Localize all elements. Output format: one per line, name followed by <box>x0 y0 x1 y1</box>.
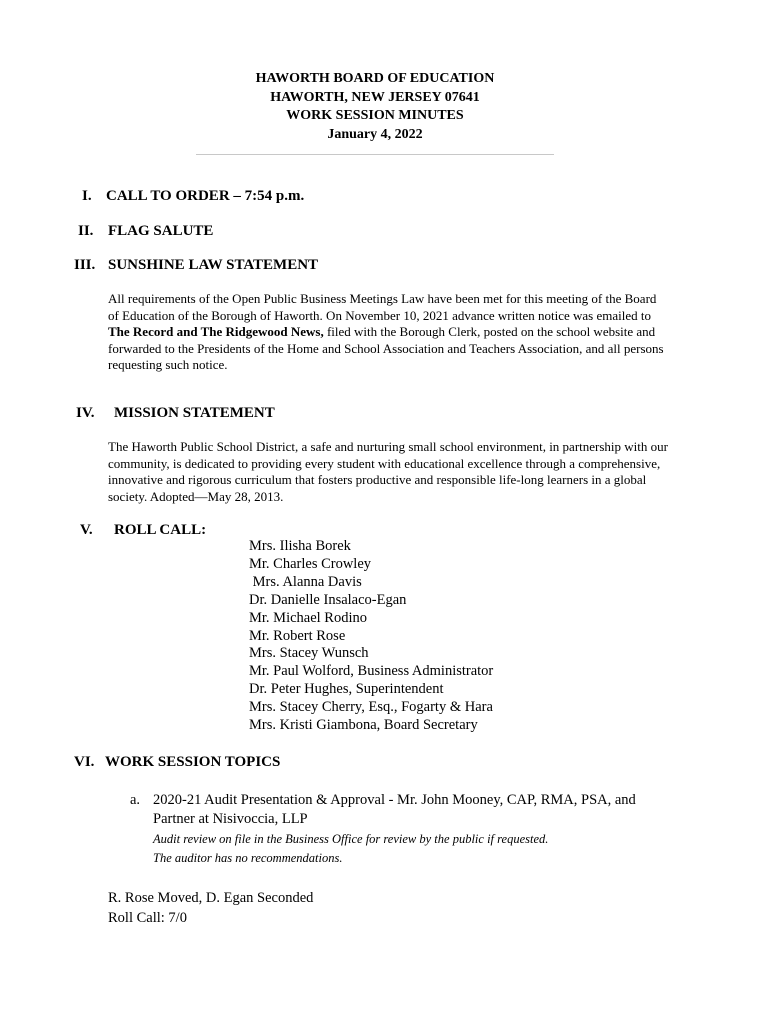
roll-call-member: Mr. Paul Wolford, Business Administrator <box>249 663 494 680</box>
section-title: FLAG SALUTE <box>108 223 214 239</box>
sunshine-statement <box>108 291 670 374</box>
newspaper-names: The Record and The Ridgewood News, <box>108 324 324 339</box>
roll-call-member: Mrs. Stacey Cherry, Esq., Fogarty & Hara <box>249 699 493 716</box>
section-number: II. <box>78 223 94 239</box>
section-title: ROLL CALL: <box>114 522 207 538</box>
auditor-note: The auditor has no recommendations. <box>153 851 343 865</box>
section-number: III. <box>74 257 96 273</box>
header-divider <box>196 154 554 155</box>
roll-call-member: Dr. Danielle Insalaco-Egan <box>249 591 407 608</box>
document-title: WORK SESSION MINUTES <box>286 108 464 123</box>
section-number: IV. <box>76 405 95 421</box>
board-location: HAWORTH, NEW JERSEY 07641 <box>270 89 480 105</box>
section-number: V. <box>80 522 93 538</box>
section-title: SUNSHINE LAW STATEMENT <box>108 257 319 273</box>
section-title: CALL TO ORDER – 7:54 p.m. <box>106 188 305 204</box>
meeting-date: January 4, 2022 <box>327 126 423 142</box>
section-number: I. <box>82 188 92 204</box>
roll-call-member: Mr. Michael Rodino <box>249 609 368 626</box>
mission-text: The Haworth Public School District, a safe and nurturing small school environment, in partnership with our community, is dedicated to providing every student with educational excellence through a comprehensive, innovative and rigorous curriculum that fosters productive and responsible life-long learners in a global society. Adopted—May 28, 2013. <box>108 439 668 504</box>
roll-call-list <box>249 538 493 735</box>
section-title: WORK SESSION TOPICS <box>105 754 281 770</box>
roll-call-member: Dr. Peter Hughes, Superintendent <box>249 681 444 698</box>
roll-call-vote: Roll Call: 7/0 <box>108 910 187 926</box>
roll-call-member: Mr. Robert Rose <box>249 627 346 644</box>
roll-call-member: Mrs. Kristi Giambona, Board Secretary <box>249 717 478 734</box>
section-title: MISSION STATEMENT <box>114 405 275 421</box>
section-number: VI. <box>74 754 95 770</box>
topic-text: 2020-21 Audit Presentation & Approval - Mr. John Mooney, CAP, RMA, PSA, and Partner at Nisivoccia, LLP <box>153 792 636 827</box>
roll-call-member: Mrs. Stacey Wunsch <box>249 645 369 662</box>
roll-call-member: Mr. Charles Crowley <box>249 555 372 572</box>
sunshine-text-end: filed with the Borough Clerk, posted on the school website and forwarded to the Presidents of the Home and School Association and Teachers Association, and all persons requesting such notice. <box>108 324 664 372</box>
motion-text: R. Rose Moved, D. Egan Seconded <box>108 890 314 906</box>
document-header <box>0 70 750 144</box>
motion-block <box>108 888 313 928</box>
audit-note: Audit review on file in the Business Office for review by the public if requested. <box>153 832 549 846</box>
roll-call-member: Mrs. Ilisha Borek <box>249 538 351 554</box>
roll-call-member: Mrs. Alanna Davis <box>249 573 362 590</box>
topic-letter: a. <box>130 792 141 808</box>
board-name: HAWORTH BOARD OF EDUCATION <box>255 71 495 86</box>
sunshine-text-start: All requirements of the Open Public Business Meetings Law have been met for this meeting of the Board of Education of the Borough of Haworth. On November 10, 2021 advance written notice was emailed to <box>108 291 657 323</box>
